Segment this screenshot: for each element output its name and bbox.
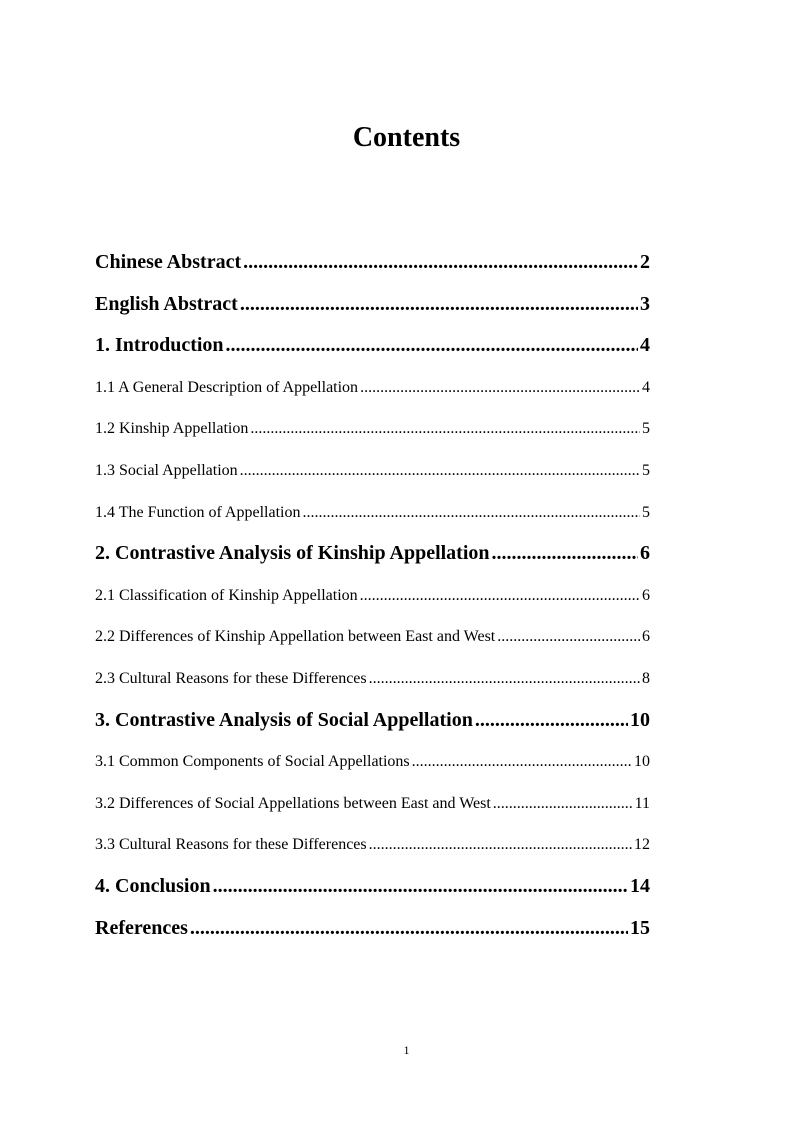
toc-entry-3-1[interactable] [95,741,650,783]
toc-entry-3-3[interactable] [95,824,650,866]
toc-dot-leader [497,616,640,658]
toc-entry-label: 3.1 Common Components of Social Appellations [95,753,410,771]
toc-entry-1-3[interactable] [95,450,650,492]
toc-entry-label: 3.3 Cultural Reasons for these Differences [95,836,367,854]
toc-entry-page: 4 [640,334,650,357]
toc-entry-label: 1.4 The Function of Appellation [95,503,301,521]
toc-entry-label: Chinese Abstract [95,251,242,273]
toc-entry-2-3[interactable] [95,658,650,700]
toc-entry-page: 3 [640,292,650,315]
toc-entry-label: 2.3 Cultural Reasons for these Differences [95,669,367,687]
toc-entry-label: 2.1 Classification of Kinship Appellation [95,586,358,604]
toc-entry-page: 2 [640,251,650,273]
toc-dot-leader [213,866,628,908]
toc-entry-label: 1. Introduction [95,334,224,357]
toc-entry-label: 1.2 Kinship Appellation [95,420,249,438]
toc-dot-leader [369,658,640,700]
toc-dot-leader [360,575,640,617]
toc-entry-page: 10 [630,708,650,731]
toc-dot-leader [493,783,633,825]
toc-dot-leader [240,450,640,492]
toc-entry-introduction[interactable] [95,325,650,367]
toc-entry-page: 5 [642,503,650,521]
toc-entry-page: 4 [642,378,650,396]
toc-dot-leader [302,492,640,534]
toc-entry-label: English Abstract [95,292,238,315]
toc-entry-english-abstract[interactable] [95,284,650,326]
toc-entry-page: 12 [634,836,650,854]
toc-entry-label: 1.3 Social Appellation [95,461,238,479]
toc-dot-leader [250,408,640,450]
toc-entry-page: 10 [634,753,650,771]
toc-entry-label: 4. Conclusion [95,874,211,897]
toc-dot-leader [369,824,632,866]
toc-entry-chinese-abstract[interactable] [95,242,650,284]
toc-entry-page: 14 [630,874,650,897]
toc-entry-1-2[interactable] [95,408,650,450]
toc-entry-kinship-analysis[interactable] [95,533,650,575]
toc-entry-1-1[interactable] [95,367,650,409]
toc-dot-leader [190,908,628,950]
toc-entry-2-1[interactable] [95,575,650,617]
toc-entry-page: 6 [640,542,650,565]
toc-entry-references[interactable] [95,908,650,950]
toc-dot-leader [412,741,632,783]
toc-entry-page: 6 [642,628,650,646]
toc-dot-leader [243,242,638,284]
toc-entry-label: 3. Contrastive Analysis of Social Appellation [95,708,473,731]
page-number: 1 [403,1043,410,1057]
toc-entry-1-4[interactable] [95,492,650,534]
table-of-contents [95,242,650,949]
toc-entry-conclusion[interactable] [95,866,650,908]
toc-entry-page: 5 [642,420,650,438]
toc-entry-2-2[interactable] [95,616,650,658]
toc-dot-leader [240,284,638,326]
toc-entry-label: References [95,916,188,939]
toc-entry-3-2[interactable] [95,783,650,825]
toc-entry-page: 6 [642,586,650,604]
toc-entry-page: 15 [630,916,650,939]
toc-entry-page: 8 [642,669,650,687]
toc-entry-label: 3.2 Differences of Social Appellations between East and West [95,794,491,812]
toc-entry-label: 1.1 A General Description of Appellation [95,378,359,396]
toc-dot-leader [475,700,628,742]
toc-entry-page: 5 [642,461,650,479]
toc-dot-leader [360,367,640,409]
toc-dot-leader [492,533,638,575]
toc-entry-social-analysis[interactable] [95,700,650,742]
toc-dot-leader [226,325,638,367]
toc-entry-label: 2.2 Differences of Kinship Appellation between East and West [95,628,496,646]
toc-entry-page: 11 [634,794,650,812]
toc-entry-label: 2. Contrastive Analysis of Kinship Appellation [95,542,490,565]
page-title: Contents [352,122,461,153]
